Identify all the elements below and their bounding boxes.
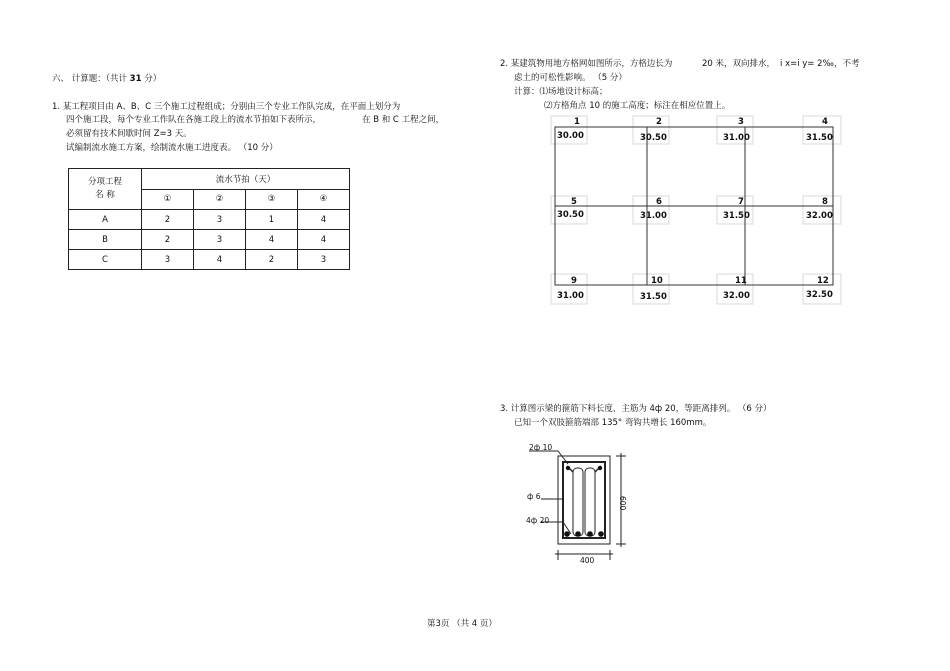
table-cell: 2 [245, 250, 297, 270]
grid-point-label: 6 [656, 197, 662, 207]
table-col-header: ④ [297, 189, 349, 210]
table-row [69, 230, 350, 250]
grid-height-label: 31.50 [640, 292, 667, 302]
table-group-header: 流水节拍（天） [142, 169, 350, 190]
grid-height-label: 32.50 [806, 290, 833, 300]
grid-point-label: 7 [738, 197, 744, 207]
table-cell: 2 [142, 210, 194, 230]
table-col-header: ③ [245, 189, 297, 210]
square-grid-diagram [545, 108, 850, 308]
q1-line4: 试编制流水施工方案，绘制流水施工进度表。 （10 分） [66, 143, 278, 153]
table-col-header: ① [142, 189, 194, 210]
row-name: C [69, 250, 142, 270]
q3-line2: 已知一个双肢箍筋端部 135° 弯钩共增长 160mm。 [514, 418, 712, 428]
q2-line1: 2. 某建筑物用地方格网如图所示，方格边长为 [500, 59, 673, 69]
corner-line1: 分项工程 [87, 177, 122, 187]
grid-point-label: 2 [656, 117, 662, 127]
table-cell: 3 [193, 230, 245, 250]
table-col-header: ② [193, 189, 245, 210]
grid-point-label: 3 [738, 117, 744, 127]
q2-line1b: 20 米，双向排水， [702, 59, 776, 69]
corner-line2: 名 称 [95, 190, 115, 200]
label-height: 600 [618, 496, 627, 511]
page-footer: 第3页 （共 4 页） [427, 619, 497, 629]
label-main-bar: 4ф 20 [526, 516, 550, 525]
grid-height-label: 30.50 [557, 210, 584, 220]
grid-height-label: 30.00 [557, 131, 584, 141]
grid-point-label: 10 [651, 276, 663, 286]
q2-line3: 计算：⑴场地设计标高； [514, 87, 608, 97]
q2-line2: 虑土的可松性影响。 （5 分） [514, 73, 627, 83]
grid-point-label: 12 [817, 276, 829, 286]
q1-line3: 必须留有技术间歇时间 Z=3 天。 [66, 129, 192, 139]
table-cell: 3 [297, 250, 349, 270]
q1-line2b: 在 B 和 C 工程之间， [362, 115, 445, 125]
grid-height-label: 31.00 [640, 211, 667, 221]
label-width: 400 [580, 556, 595, 565]
table-cell: 4 [245, 230, 297, 250]
table-cell: 2 [142, 230, 194, 250]
row-name: A [69, 210, 142, 230]
grid-height-label: 31.50 [723, 211, 750, 221]
q2-line4: ⑵方格角点 10 的施工高度；标注在相应位置上。 [544, 101, 731, 111]
table-cell: 4 [297, 230, 349, 250]
grid-height-label: 30.50 [640, 133, 667, 143]
beam-section-diagram [515, 438, 650, 573]
q1-line1: 1. 某工程项目由 A、B、C 三个施工过程组成；分别由三个专业工作队完成，在平面上划分为 [52, 102, 401, 112]
grid-height-label: 32.00 [806, 211, 833, 221]
grid-point-label: 9 [571, 276, 577, 286]
grid-point-label: 5 [571, 197, 577, 207]
grid-point-label: 4 [822, 117, 828, 127]
flow-beat-table [68, 168, 350, 270]
table-cell: 4 [193, 250, 245, 270]
grid-height-label: 31.00 [557, 291, 584, 301]
table-cell: 3 [142, 250, 194, 270]
label-stirrup: ф 6 [527, 492, 541, 501]
table-cell: 3 [193, 210, 245, 230]
grid-height-label: 31.50 [806, 133, 833, 143]
grid-point-label: 1 [574, 117, 580, 127]
table-row [69, 210, 350, 230]
section-points: 31 [129, 74, 142, 84]
section-title: 六、 计算题：（共计 31 分） [52, 74, 162, 84]
table-cell: 1 [245, 210, 297, 230]
q3-line1: 3. 计算图示梁的箍筋下料长度，主筋为 4ф 20，等距离排列。 （6 分） [500, 404, 772, 414]
grid-height-label: 32.00 [723, 291, 750, 301]
table-corner-cell [69, 169, 142, 210]
grid-point-label: 11 [735, 276, 747, 286]
label-top-bar: 2ф 10 [529, 443, 553, 452]
grid-point-label: 8 [822, 197, 828, 207]
q2-line1c: i x=i y= 2‰，不考 [780, 59, 860, 69]
table-cell: 4 [297, 210, 349, 230]
grid-height-label: 31.00 [723, 133, 750, 143]
row-name: B [69, 230, 142, 250]
table-row [69, 250, 350, 270]
q1-line2: 四个施工段，每个专业工作队在各施工段上的流水节拍如下表所示， [66, 115, 322, 125]
